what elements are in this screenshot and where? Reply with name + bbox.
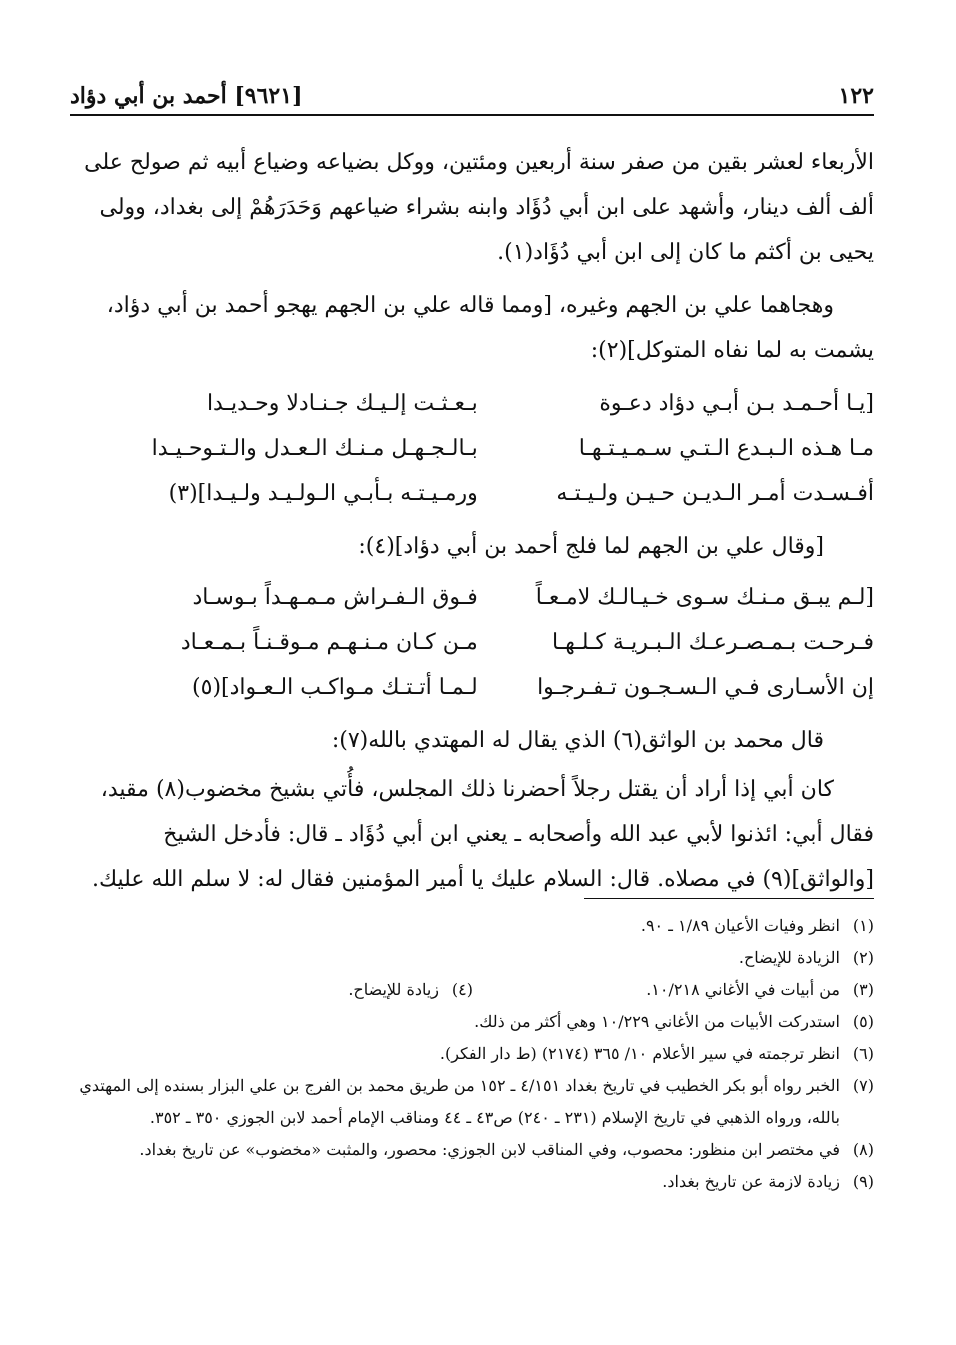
footnote-number: (٢) xyxy=(852,948,874,967)
footnote-text: انظر ترجمته في سير الأعلام ١٠/ ٣٦٥ (٢١٧٤) (ط دار الفكر). xyxy=(439,1044,840,1063)
footnote xyxy=(72,1134,874,1166)
text-line: وهجاهما علي بن الجهم وغيره، [ومما قاله علي بن الجهم يهجو أحمد بن أبي دؤاد، xyxy=(106,293,834,318)
main-text xyxy=(72,140,874,910)
text-line: [والواثق](٩) في مصلاه. قال: السلام عليك يا أمير المؤمنين فقال له: لا سلم الله عليك. xyxy=(91,867,874,892)
second-hemistich: فـوق الـفـراش مـمـهـداً بـوسـاد xyxy=(192,585,478,610)
first-hemistich: إن الأسـارى فـي الـسـجـون تـفـرجـوا xyxy=(537,675,874,700)
verse xyxy=(72,620,874,665)
footnote-number: (٩) xyxy=(852,1172,874,1191)
footnote xyxy=(72,974,473,1006)
text-line: ألف ألف دينار، وأشهد على ابن أبي دُؤَاد وابنه بشراء ضياعهم وَحَدَرَهُمْ إلى بغداد، وولى xyxy=(99,195,874,220)
paragraph xyxy=(72,767,874,902)
footnote xyxy=(72,942,874,974)
footnote-number: (٥) xyxy=(852,1012,874,1031)
verse xyxy=(72,471,874,516)
first-hemistich: أفـسـدت أمـر الـديـن حـيـن ولـيـتـه xyxy=(556,481,874,506)
footnote xyxy=(72,1006,874,1038)
footnote-pair xyxy=(72,974,874,1006)
paragraph xyxy=(72,283,874,373)
footnote-number: (٧) xyxy=(852,1076,874,1095)
paragraph xyxy=(72,140,874,275)
text-line: يشمت به لما نفاه المتوكل](٢): xyxy=(590,338,874,363)
footnote-text: من أبيات في الأغاني ١٠/٢١٨. xyxy=(646,980,840,999)
footnote-number: (٣) xyxy=(852,980,874,999)
first-hemistich: [لـم يبـق مـنـك سـوى خـيـالـك لامـعـاً xyxy=(535,585,874,610)
footnote xyxy=(72,1038,874,1070)
poem xyxy=(72,575,874,710)
verse xyxy=(72,665,874,710)
page-header xyxy=(70,78,874,116)
footnote-text: زيادة لازمة عن تاريخ بغداد. xyxy=(662,1172,840,1191)
footnote-text: زيادة للإيضاح. xyxy=(348,980,439,999)
poem xyxy=(72,381,874,516)
text-line: يحيى بن أكثم ما كان إلى ابن أبي دُؤَاد(١). xyxy=(497,240,874,265)
narration-intro: قال محمد بن الواثق(٦) الذي يقال له المهتدي بالله(٧): xyxy=(331,728,824,753)
text-line: فقال أبي: ائذنوا لأبي عبد الله وأصحابه ـ يعني ابن أبي دُؤَاد ـ قال: فأدخل الشيخ xyxy=(163,822,874,847)
footnotes xyxy=(72,910,874,1198)
poem-intro: [وقال علي بن الجهم لما فلج أحمد بن أبي دؤاد](٤): xyxy=(358,534,824,559)
verse xyxy=(72,426,874,471)
first-hemistich: مـا هـذه الـبـدع الـتـي سـمـيـتـهـا xyxy=(578,436,874,461)
footnote-text: الخبر رواه أبو بكر الخطيب في تاريخ بغداد ٤/١٥١ ـ ١٥٢ من طريق محمد بن الفرج بن علي البزار بسنده إلى المهتدي بالله، ورواه الذهبي في تاريخ الإسلام (٢٣١ ـ ٢٤٠) ص٤٣ ـ ٤٤ ومناقب الإمام أحمد لابن الجوزي ٣٥٠ ـ ٣٥٢. xyxy=(79,1076,840,1127)
footnote xyxy=(473,974,874,1006)
second-hemistich: لـمـا أتـتـك مـواكـب الـعـواد](٥) xyxy=(192,675,478,700)
footnote-number: (١) xyxy=(852,916,874,935)
footnote-divider xyxy=(584,898,874,899)
page-number: ١٢٢ xyxy=(838,83,874,109)
footnote-text: الزيادة للإيضاح. xyxy=(738,948,840,967)
verse xyxy=(72,381,874,426)
second-hemistich: مـن كـان مـنـهـم مـوقـنـاً بـمـعـاد xyxy=(180,630,478,655)
footnote xyxy=(72,1166,874,1198)
second-hemistich: بـعـثـت إلـيـك جـنـادلا وحـديـدا xyxy=(206,391,478,416)
first-hemistich: [يـا أحـمـد بـن أبـي دؤاد دعـوة xyxy=(599,391,874,416)
text-line: الأربعاء لعشر بقين من صفر سنة أربعين ومئتين، ووكل بضياعه وضياع أبيه ثم صولح على xyxy=(84,150,874,175)
running-title: [٩٦٢١] أحمد بن أبي دؤاد xyxy=(70,83,303,109)
footnote xyxy=(72,1070,874,1134)
footnote-text: انظر وفيات الأعيان ١/٨٩ ـ ٩٠. xyxy=(640,916,840,935)
second-hemistich: ورمـيـتـه بـأبـي الـولـيـد ولـيـدا](٣) xyxy=(168,481,478,506)
second-hemistich: بـالـجـهـل مـنـك الـعـدل والـتـوحـيـدا xyxy=(151,436,478,461)
text-line: كان أبي إذا أراد أن يقتل رجلاً أحضرنا ذلك المجلس، فأُتي بشيخ مخضوب(٨) مقيد، xyxy=(100,777,834,802)
footnote-number: (٨) xyxy=(852,1140,874,1159)
first-hemistich: فـرحـت بـمـصـرعـك الـبـريـة كـلـهـا xyxy=(551,630,874,655)
footnote-number: (٤) xyxy=(451,980,473,999)
footnote xyxy=(72,910,874,942)
footnote-number: (٦) xyxy=(852,1044,874,1063)
verse xyxy=(72,575,874,620)
footnote-text: في مختصر ابن منظور: محصوب، وفي المناقب لابن الجوزي: محصور، والمثبت «مخضوب» عن تاريخ بغداد. xyxy=(139,1140,840,1159)
footnote-text: استدركت الأبيات من الأغاني ١٠/٢٢٩ وهي أكثر من ذلك. xyxy=(474,1012,840,1031)
